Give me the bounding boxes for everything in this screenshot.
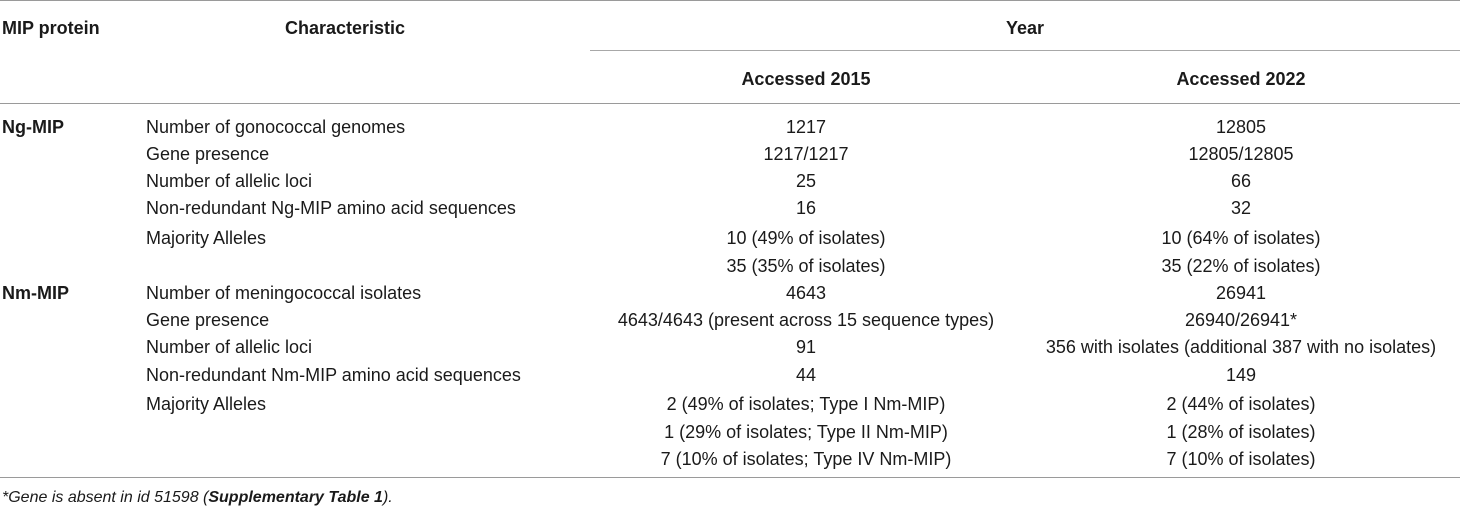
value-2022-cell: 149 (1225, 365, 1257, 385)
protein-label: Nm-MIP (2, 283, 69, 303)
top-rule (0, 0, 1460, 1)
header-year: Year (1005, 18, 1045, 38)
value-2015-cell: 2 (49% of isolates; Type I Nm-MIP) (666, 394, 946, 414)
value-2022-cell: 12805 (1215, 117, 1267, 137)
value-2015-cell: 25 (795, 171, 817, 191)
protein-label: Ng-MIP (2, 117, 64, 137)
value-2022-cell: 356 with isolates (additional 387 with no isolates) (1045, 337, 1437, 357)
characteristic-cell: Majority Alleles (146, 228, 267, 248)
footnote (2, 488, 393, 508)
value-2015-cell: 91 (795, 337, 817, 357)
value-2022-cell: 10 (64% of isolates) (1161, 228, 1321, 248)
value-2015-cell: 4643 (785, 283, 827, 303)
characteristic-cell: Gene presence (146, 310, 270, 330)
characteristic-cell: Number of meningococcal isolates (146, 283, 422, 303)
value-2022-cell: 26941 (1215, 283, 1267, 303)
header-accessed-2022: Accessed 2022 (1176, 69, 1306, 89)
value-2022-cell: 35 (22% of isolates) (1161, 256, 1321, 276)
value-2022-cell: 1 (28% of isolates) (1166, 422, 1316, 442)
header-rule (0, 103, 1460, 104)
characteristic-cell: Number of allelic loci (146, 171, 313, 191)
value-2015-cell: 1217/1217 (763, 144, 849, 164)
value-2022-cell: 32 (1230, 198, 1252, 218)
footnote-prefix: *Gene is absent in id 51598 ( (2, 489, 209, 506)
footnote-suffix: ). (382, 489, 393, 506)
characteristic-cell: Non-redundant Nm-MIP amino acid sequences (146, 365, 521, 385)
value-2015-cell: 1 (29% of isolates; Type II Nm-MIP) (664, 422, 948, 442)
supplementary-table-link[interactable]: Supplementary Table 1 (208, 489, 383, 506)
header-characteristic: Characteristic (285, 18, 406, 38)
value-2022-cell: 12805/12805 (1188, 144, 1294, 164)
characteristic-cell: Number of gonococcal genomes (146, 117, 406, 137)
value-2015-cell: 44 (795, 365, 817, 385)
value-2015-cell: 4643/4643 (present across 15 sequence types) (617, 310, 995, 330)
value-2015-cell: 7 (10% of isolates; Type IV Nm-MIP) (660, 449, 952, 469)
value-2022-cell: 26940/26941* (1184, 310, 1298, 330)
value-2015-cell: 1217 (785, 117, 827, 137)
characteristic-cell: Majority Alleles (146, 394, 267, 414)
value-2022-cell: 2 (44% of isolates) (1166, 394, 1316, 414)
value-2015-cell: 35 (35% of isolates) (726, 256, 886, 276)
header-mip-protein: MIP protein (2, 18, 100, 38)
value-2022-cell: 66 (1230, 171, 1252, 191)
year-underline (590, 50, 1460, 51)
bottom-rule (0, 477, 1460, 478)
value-2022-cell: 7 (10% of isolates) (1166, 449, 1316, 469)
header-accessed-2015: Accessed 2015 (741, 69, 871, 89)
value-2015-cell: 10 (49% of isolates) (726, 228, 886, 248)
characteristic-cell: Gene presence (146, 144, 270, 164)
characteristic-cell: Non-redundant Ng-MIP amino acid sequences (146, 198, 516, 218)
characteristic-cell: Number of allelic loci (146, 337, 313, 357)
value-2015-cell: 16 (795, 198, 817, 218)
